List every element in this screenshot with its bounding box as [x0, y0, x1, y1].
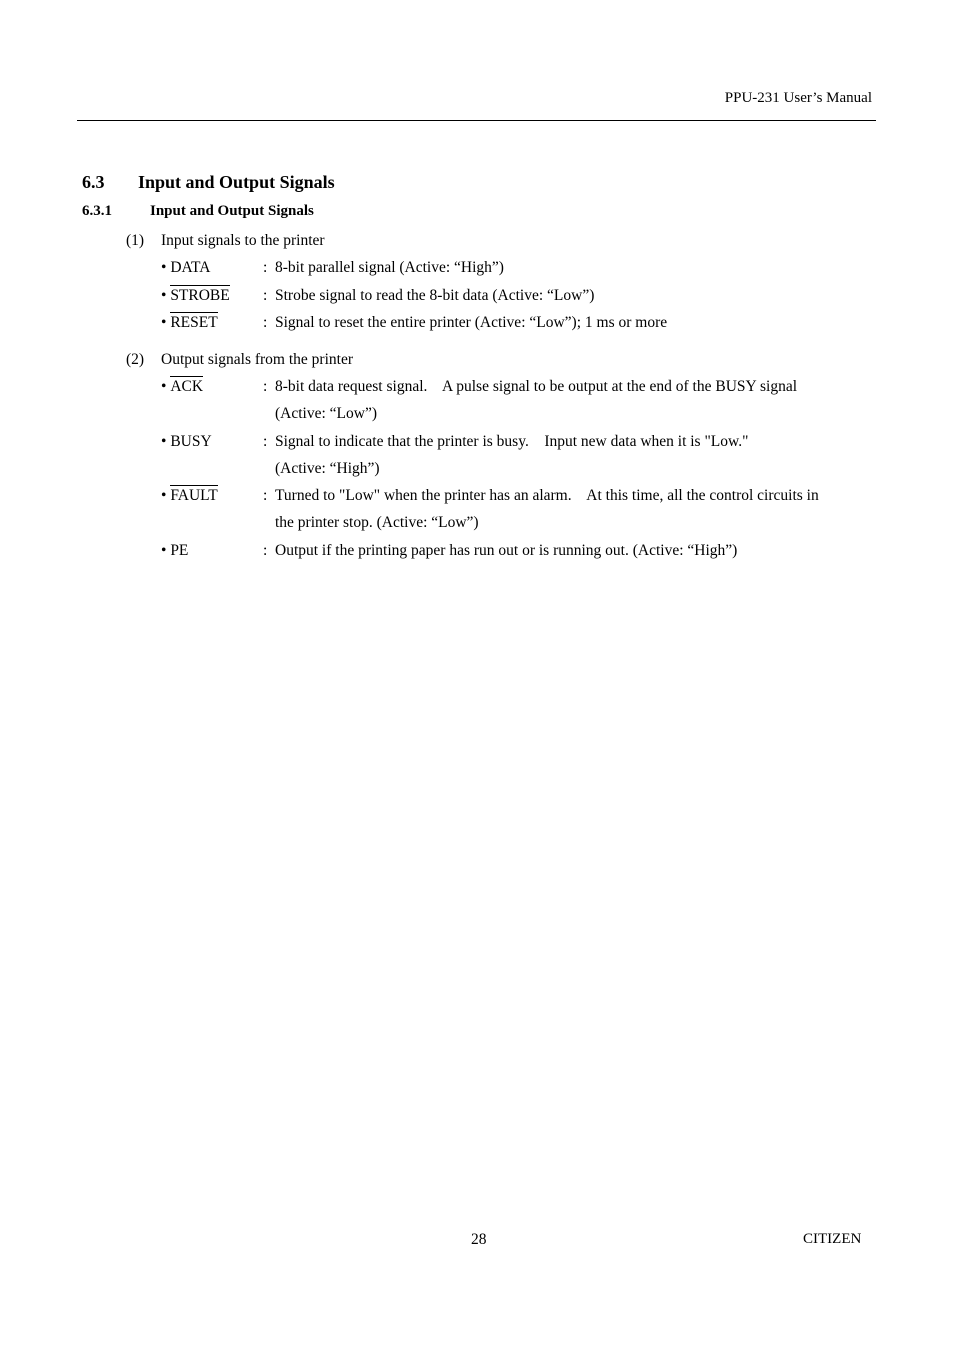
signal-name: FAULT: [170, 487, 218, 504]
signal-description-cont: (Active: “High”): [275, 460, 380, 477]
header-divider: [77, 120, 876, 121]
colon: :: [263, 542, 268, 559]
subsection-title: Input and Output Signals: [150, 203, 314, 219]
manual-title: PPU-231 User’s Manual: [724, 90, 872, 106]
input-list-label: Input signals to the printer: [161, 232, 325, 249]
bullet: •: [161, 378, 167, 395]
colon: :: [263, 433, 268, 450]
input-list-number: (1): [126, 232, 145, 249]
bullet: •: [161, 287, 167, 304]
signal-name: BUSY: [170, 433, 212, 450]
signal-name: PE: [170, 542, 189, 559]
brand-name: CITIZEN: [803, 1231, 862, 1247]
signal-name: RESET: [170, 314, 218, 331]
bullet: •: [161, 487, 167, 504]
page-number: 28: [471, 1231, 487, 1248]
signal-description: Signal to reset the entire printer (Active: “Low”); 1 ms or more: [275, 314, 668, 331]
output-list-number: (2): [126, 351, 145, 368]
signal-description-cont: the printer stop. (Active: “Low”): [275, 514, 479, 531]
bullet: •: [161, 433, 167, 450]
signal-fault: [161, 487, 218, 505]
bullet: •: [161, 259, 167, 276]
bullet: •: [161, 542, 167, 559]
signal-ack: [161, 378, 203, 396]
output-list-label: Output signals from the printer: [161, 351, 353, 368]
section-title: Input and Output Signals: [138, 172, 335, 192]
colon: :: [263, 378, 268, 395]
signal-description: 8-bit parallel signal (Active: “High”): [275, 259, 504, 276]
signal-name: STROBE: [170, 287, 230, 304]
section-number: 6.3: [82, 172, 105, 192]
subsection-number: 6.3.1: [82, 203, 112, 219]
colon: :: [263, 287, 268, 304]
colon: :: [263, 259, 268, 276]
signal-description: 8-bit data request signal. A pulse signal to be output at the end of the BUSY signal: [275, 378, 798, 395]
signal-reset: [161, 314, 218, 332]
signal-pe: [161, 542, 188, 560]
signal-strobe: [161, 287, 230, 305]
signal-name: ACK: [170, 378, 204, 395]
signal-description-cont: (Active: “Low”): [275, 405, 377, 422]
signal-description: Strobe signal to read the 8-bit data (Active: “Low”): [275, 287, 595, 304]
signal-data: [161, 259, 210, 277]
signal-description: Signal to indicate that the printer is busy. Input new data when it is "Low.": [275, 433, 749, 450]
signal-busy: [161, 433, 212, 451]
signal-name: DATA: [170, 259, 211, 276]
signal-description: Output if the printing paper has run out or is running out. (Active: “High”): [275, 542, 738, 559]
bullet: •: [161, 314, 167, 331]
colon: :: [263, 487, 268, 504]
signal-description: Turned to "Low" when the printer has an alarm. At this time, all the control circuits in: [275, 487, 819, 504]
colon: :: [263, 314, 268, 331]
